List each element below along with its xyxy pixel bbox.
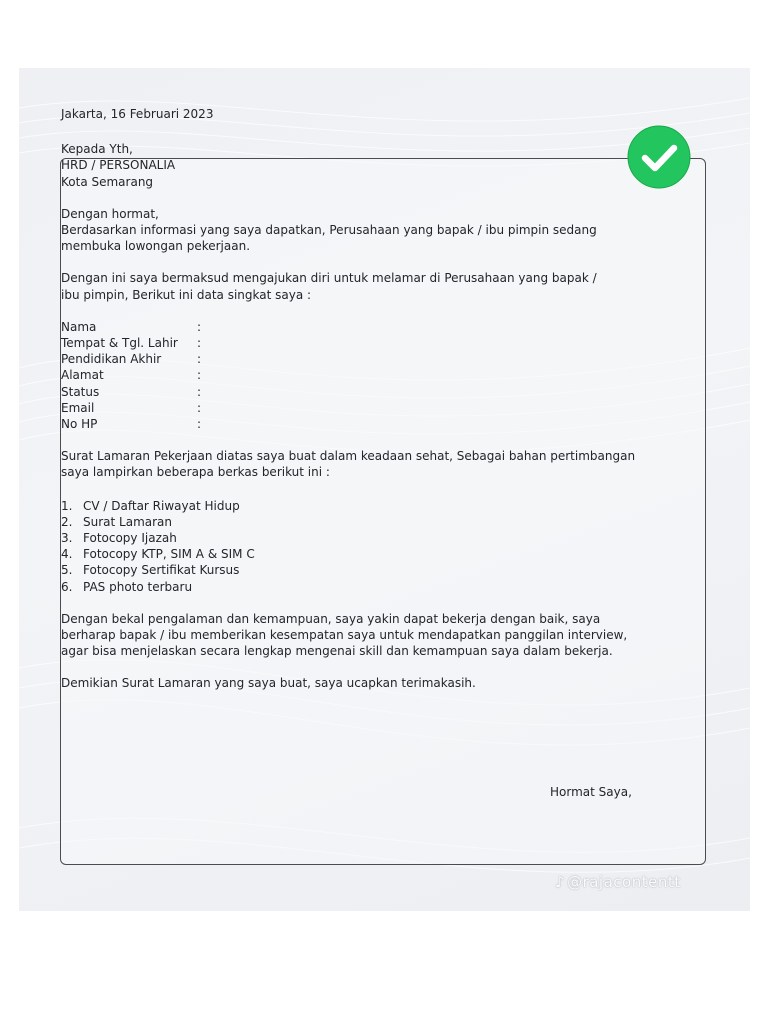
paragraph-line: berharap bapak / ibu memberikan kesempatan saya untuk mendapatkan panggilan interview, xyxy=(61,628,628,643)
field-separator: : xyxy=(197,336,202,351)
list-number: 6. xyxy=(61,579,73,594)
experience-paragraph xyxy=(61,611,681,660)
list-number: 2. xyxy=(61,514,73,529)
recipient-line: Kota Semarang xyxy=(61,174,154,189)
list-text: Fotocopy Ijazah xyxy=(83,531,177,546)
data-row-status xyxy=(61,384,681,400)
list-item xyxy=(61,562,681,578)
field-separator: : xyxy=(197,417,202,432)
list-item xyxy=(61,514,681,530)
list-number: 1. xyxy=(61,498,73,513)
recipient-line: HRD / PERSONALIA xyxy=(61,158,176,173)
data-row-alamat xyxy=(61,367,681,383)
field-separator: : xyxy=(197,319,202,334)
field-separator: : xyxy=(197,384,202,399)
field-label: No HP xyxy=(61,417,98,432)
list-text: Fotocopy Sertifikat Kursus xyxy=(83,563,240,578)
recipient-block xyxy=(61,141,681,190)
list-item xyxy=(61,498,681,514)
watermark-handle: @rajacontentt xyxy=(567,873,681,891)
paragraph-line: saya lampirkan beberapa berkas berikut ini : xyxy=(61,465,330,480)
paragraph-line: Dengan bekal pengalaman dan kemampuan, saya yakin dapat bekerja dengan baik, saya xyxy=(61,611,601,626)
data-row-email xyxy=(61,400,681,416)
field-label: Tempat & Tgl. Lahir xyxy=(61,336,178,351)
field-separator: : xyxy=(197,352,202,367)
paragraph-line: membuka lowongan pekerjaan. xyxy=(61,239,251,254)
list-text: Surat Lamaran xyxy=(83,514,173,529)
attachments-intro-paragraph xyxy=(61,448,681,480)
field-label: Status xyxy=(61,384,100,399)
list-number: 4. xyxy=(61,547,73,562)
field-label: Alamat xyxy=(61,368,104,383)
list-text: CV / Daftar Riwayat Hidup xyxy=(83,498,240,513)
list-number: 5. xyxy=(61,563,73,578)
data-row-tempat-tgl-lahir xyxy=(61,335,681,351)
tiktok-icon: ♪ xyxy=(555,873,566,891)
paragraph-line: Surat Lamaran Pekerjaan diatas saya buat dalam keadaan sehat, Sebagai bahan pertimbangan xyxy=(61,449,636,464)
letter-date: Jakarta, 16 Februari 2023 xyxy=(61,107,214,121)
field-label: Pendidikan Akhir xyxy=(61,352,162,367)
list-item xyxy=(61,579,681,595)
paragraph-line: Berdasarkan informasi yang saya dapatkan, Perusahaan yang bapak / ibu pimpin sedang xyxy=(61,223,597,238)
list-text: Fotocopy KTP, SIM A & SIM C xyxy=(83,547,255,562)
opening-paragraph xyxy=(61,206,681,255)
paragraph-line: agar bisa menjelaskan secara lengkap mengenai skill dan kemampuan saya dalam bekerja. xyxy=(61,644,613,659)
list-item xyxy=(61,530,681,546)
data-row-pendidikan-akhir xyxy=(61,351,681,367)
closing-paragraph: Demikian Surat Lamaran yang saya buat, saya ucapkan terimakasih. xyxy=(61,676,476,691)
list-number: 3. xyxy=(61,531,73,546)
list-text: PAS photo terbaru xyxy=(83,579,193,594)
personal-data-list xyxy=(61,319,681,432)
signoff: Hormat Saya, xyxy=(550,785,632,799)
field-label: Email xyxy=(61,400,95,415)
recipient-line: Kepada Yth, xyxy=(61,142,133,157)
field-label: Nama xyxy=(61,319,97,334)
paragraph-line: ibu pimpin, Berikut ini data singkat saya : xyxy=(61,287,312,302)
watermark xyxy=(555,873,681,891)
paragraph-line: Dengan hormat, xyxy=(61,206,159,221)
letter-body xyxy=(61,104,681,692)
field-separator: : xyxy=(197,368,202,383)
attachments-list xyxy=(61,498,681,595)
data-row-no-hp xyxy=(61,416,681,432)
intro-paragraph xyxy=(61,270,681,302)
data-row-nama xyxy=(61,319,681,335)
list-item xyxy=(61,546,681,562)
paragraph-line: Dengan ini saya bermaksud mengajukan diri untuk melamar di Perusahaan yang bapak / xyxy=(61,271,597,286)
field-separator: : xyxy=(197,400,202,415)
